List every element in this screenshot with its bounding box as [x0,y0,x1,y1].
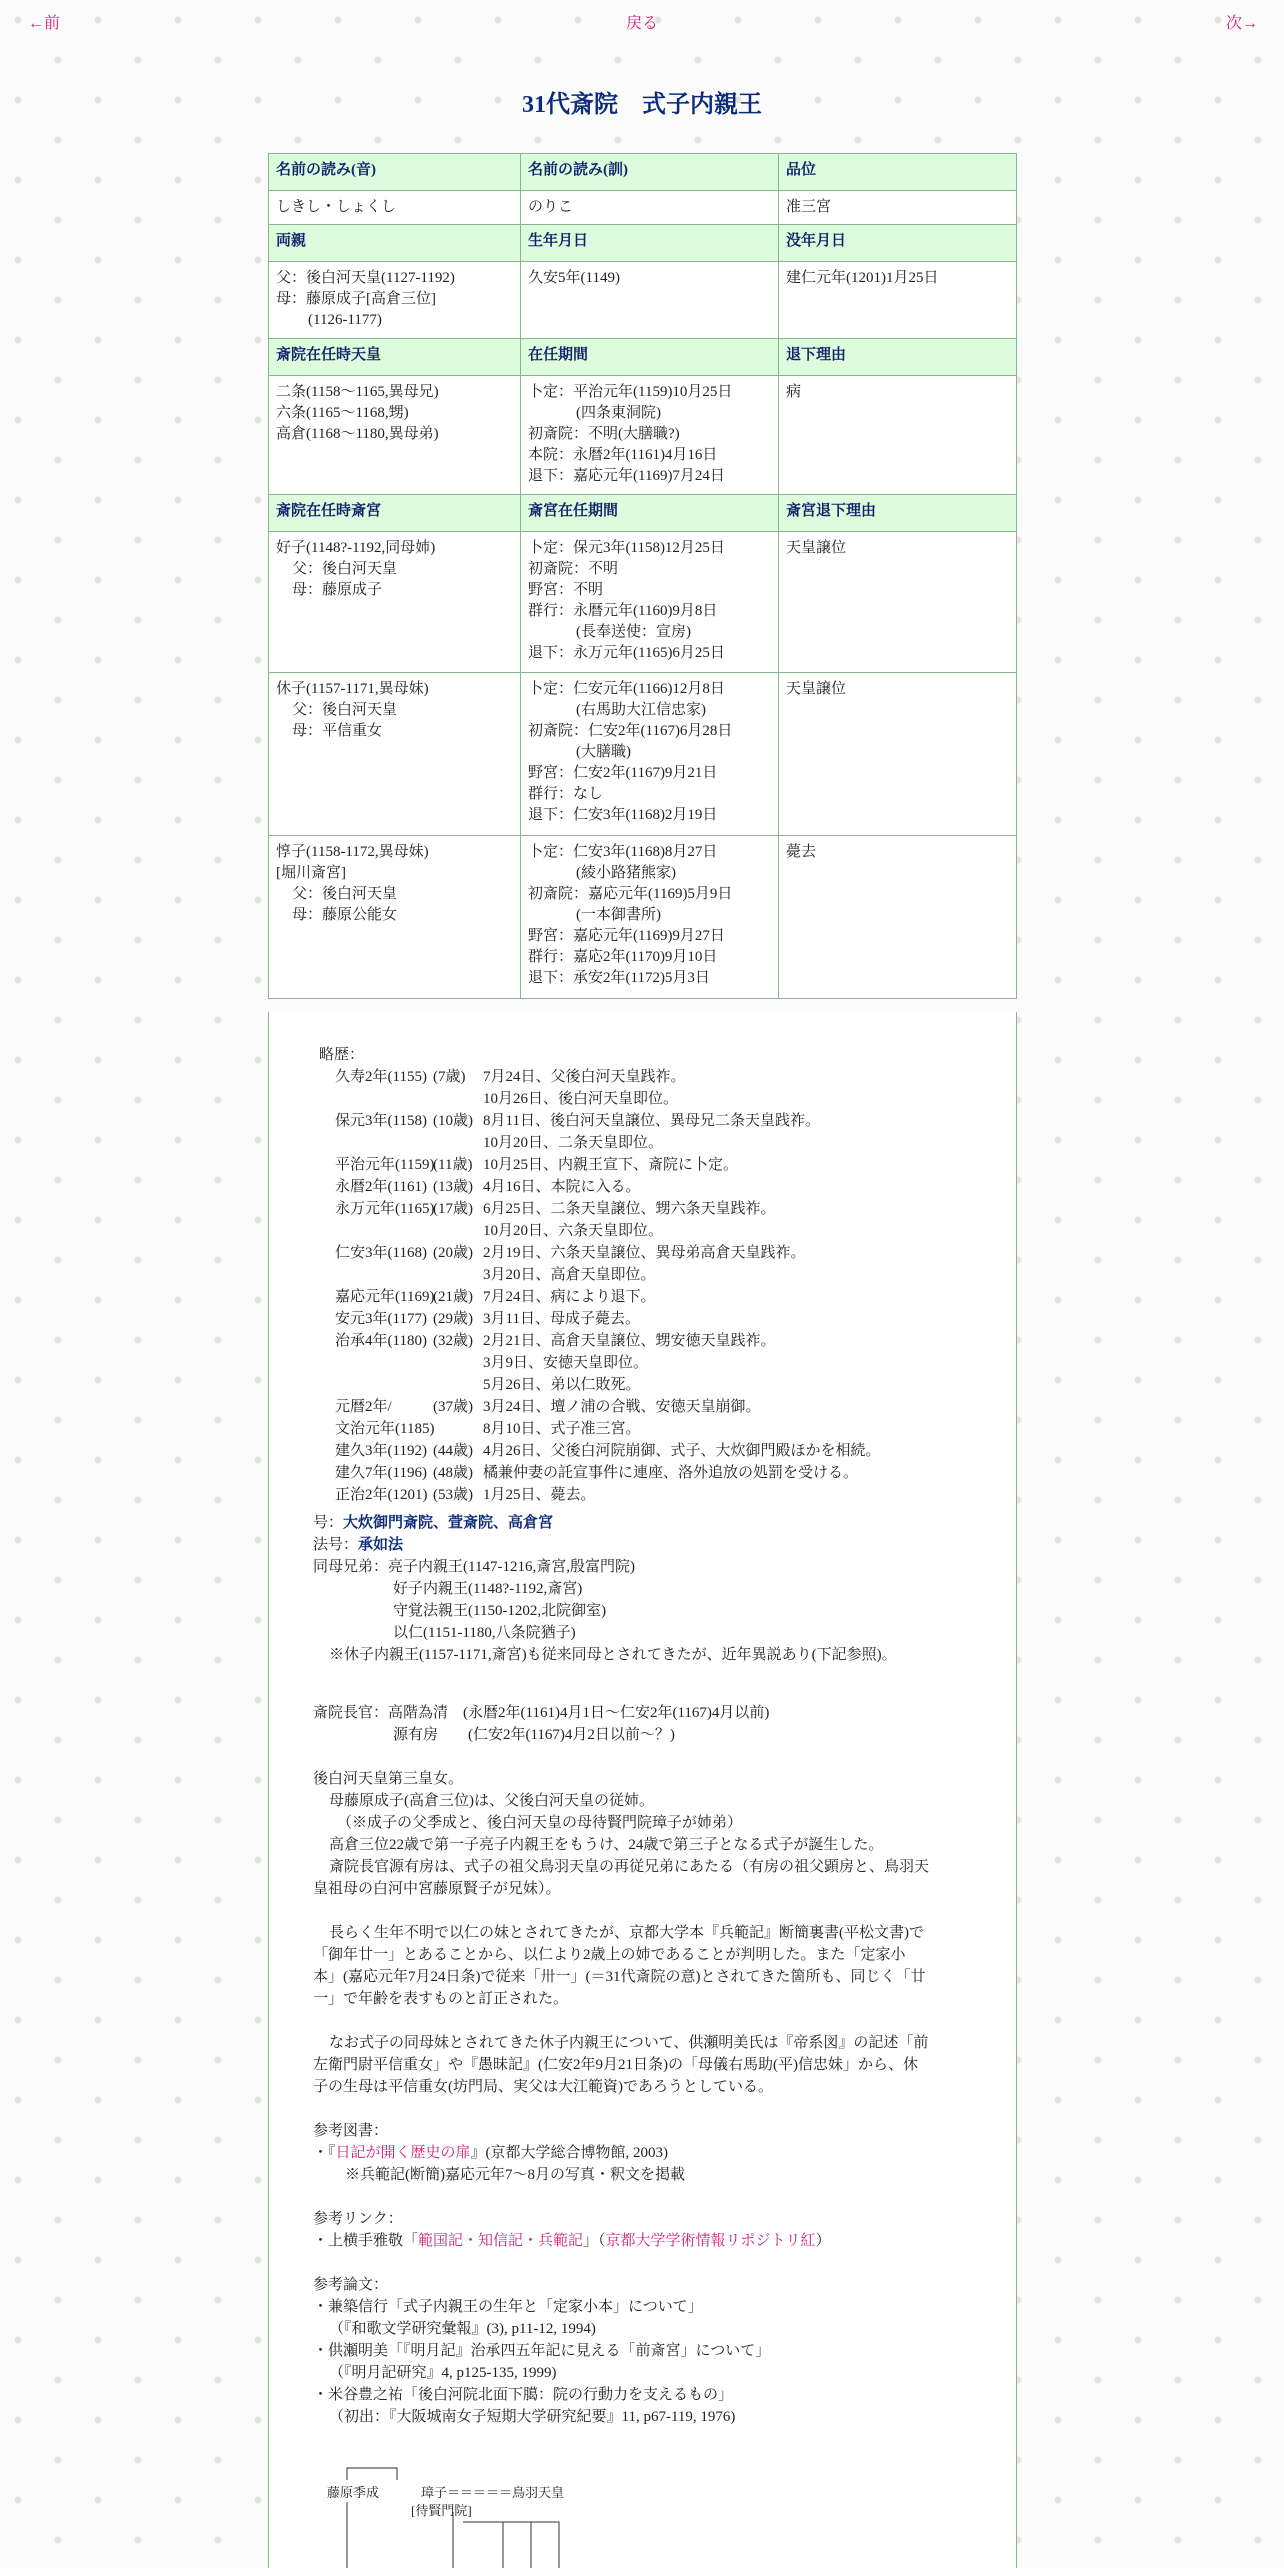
description-para-3: なお式子の同母妹とされてきた休子内親王について、供瀬明美氏は『帝系図』の記述「前 左衛門尉平信重女」や『愚昧記』(仁安2年9月21日条)の「母儀右馬助(平)信忠妹」から、休 子の生母は平信重女(坊門局、実父は大江範資)であろうとしている。 [313,2035,929,2095]
family-tree [313,2460,633,2568]
history-row [319,1154,739,1176]
cell-death: 建仁元年(1201)1月25日 [779,262,1017,339]
cell-rank: 准三宮 [779,191,1017,225]
header-reading-on: 名前の読み(音) [269,154,521,191]
history-age: (7歳) [433,1069,466,1085]
tree-node-suenari: 藤原季成 [327,2485,380,2500]
ref-link-heihanki[interactable]: 範国記・知信記・兵範記 [418,2233,584,2249]
reference-books: 参考図書： ・『日記が開く歴史の扉』(京都大学総合博物館, 2003) ※兵範記(断簡)嘉応元年7～8月の写真・釈文を掲載 [313,2123,685,2183]
cell-term: 卜定：平治元年(1159)10月25日 (四条東洞院) 初斎院：不明(大膳職?) 本院：永暦2年(1161)4月16日 退下：嘉応元年(1169)7月24日 [521,376,779,495]
sibling-item: 好子内親王(1148?-1192,斎宮) [393,1581,583,1597]
history-row [319,1418,641,1440]
history-year: 仁安3年(1168) [335,1245,427,1261]
history-year: 元暦2年/ [335,1399,392,1415]
cell-birth: 久安5年(1149) [521,262,779,339]
header-term: 在任期間 [521,339,779,376]
ho-label: 法号： [313,1537,359,1553]
next-link[interactable]: 次→ [1225,15,1258,32]
header-saigu-reason: 斎宮退下理由 [779,495,1017,532]
names-section [313,1512,988,1666]
page-title: 31代斎院 式子内親王 [522,92,762,118]
header-parents: 両親 [269,225,521,262]
history-row [319,1286,656,1308]
cell-reading-on: しきし・しょくし [269,191,521,225]
history-year: 永万元年(1165) [335,1201,435,1217]
history-event: 7月24日、病により退下。 [483,1289,656,1305]
chokan-2: 源有房 (仁安2年(1167)4月2日以前～？) [393,1727,675,1743]
history-age: (53歳) [433,1487,473,1503]
history-event: 3月11日、母成子薨去。 [483,1311,640,1327]
history-row [319,1352,649,1374]
history-row [319,1242,806,1264]
history-event: 3月9日、安徳天皇即位。 [483,1355,649,1371]
reference-papers: 参考論文： ・兼築信行「式子内親王の生年と「定家小本」について」 （『和歌文学研究彙報』(3), p11-12, 1994) ・供瀬明美「『明月記』治承四五年記に見える「前斎宮」について」 （『明月記研究』4, p125-135, 1999) ・米谷豊之祐「後白河院北面下臈：院の行動力を支えるもの」 （初出：『大阪城南女子短期大学研究紀要』11, p67-119, 1976) [313,2277,771,2425]
chokan-1: 高階為清 (永暦2年(1161)4月1日～仁安2年(1167)4月以前) [388,1705,770,1721]
family-tree-lines [313,2460,633,2568]
sibling-item: 守覚法親王(1150-1202,北院御室) [393,1603,607,1619]
history-age: (20歳) [433,1245,473,1261]
description-para-2: 長らく生年不明で以仁の妹とされてきたが、京都大学本『兵範記』断簡裏書(平松文書)で 「御年廿一」とあることから、以仁より2歳上の姉であることが判明した。また「定家小 本」(嘉応元年7月24日条)で従来「卅一」(＝31代斎院の意)とされてきた箇所も、同じく「廿 一」で年齢を表すものと訂正された。 [313,1925,926,2007]
history-row [319,1374,641,1396]
history-row [319,1462,859,1484]
history-row [319,1396,761,1418]
history-event: 2月21日、高倉天皇譲位、甥安徳天皇践祚。 [483,1333,776,1349]
tree-node-shoshi: 璋子＝＝＝＝＝鳥羽天皇 [421,2485,565,2500]
top-navigation [0,8,1284,32]
book-link[interactable]: 日記が開く歴史の扉 [335,2145,471,2161]
history-age: (11歳) [433,1157,473,1173]
cell-saigu-1: 好子(1148?-1192,同母姉) 父：後白河天皇 母：藤原成子 [269,532,521,673]
history-age: (13歳) [433,1179,473,1195]
cell-retire-reason: 病 [779,376,1017,495]
history-event: 4月16日、本院に入る。 [483,1179,641,1195]
history-year: 治承4年(1180) [335,1333,427,1349]
cell-saigu-reason-3: 薨去 [779,836,1017,999]
sibling-item: 亮子内親王(1147-1216,斎宮,殷富門院) [388,1559,635,1575]
history-event: 3月20日、高倉天皇即位。 [483,1267,656,1283]
history-event: 8月11日、後白河天皇譲位、異母兄二条天皇践祚。 [483,1113,820,1129]
siblings-note: ※休子内親王(1157-1171,斎宮)も従来同母とされてきたが、近年異説あり(下記参照)。 [329,1647,897,1663]
cell-emperors: 二条(1158～1165,異母兄) 六条(1165～1168,甥) 高倉(1168～1180,異母弟) [269,376,521,495]
header-reading-kun: 名前の読み(訓) [521,154,779,191]
back-link[interactable]: 戻る [625,15,658,32]
header-death: 没年月日 [779,225,1017,262]
history-event: 4月26日、父後白河院崩御、式子、大炊御門殿ほかを相続。 [483,1443,881,1459]
history-year: 建久3年(1192) [335,1443,427,1459]
cell-parents: 父：後白河天皇(1127-1192) 母：藤原成子[高倉三位] (1126-1177) [269,262,521,339]
go-value: 大炊御門斎院、萱斎院、高倉宮 [343,1515,554,1531]
cell-saigu-reason-2: 天皇譲位 [779,673,1017,836]
history-year: 安元3年(1177) [335,1311,427,1327]
prev-link[interactable]: ←前 [28,15,61,32]
history-event: 10月20日、二条天皇即位。 [483,1135,664,1151]
header-saigu: 斎院在任時斎宮 [269,495,521,532]
cell-saigu-reason-1: 天皇譲位 [779,532,1017,673]
tree-node-taikenmonin: [待賢門院] [411,2503,472,2518]
history-age: (32歳) [433,1333,473,1349]
history-label: 略歴： [319,1047,365,1063]
history-event: 2月19日、六条天皇譲位、異母弟高倉天皇践祚。 [483,1245,806,1261]
history-event: 8月10日、式子准三宮。 [483,1421,641,1437]
cell-saigu-term-3: 卜定：仁安3年(1168)8月27日 (綾小路猪熊家) 初斎院：嘉応元年(1169)5月9日 (一本御書所) 野宮：嘉応元年(1169)9月27日 群行：嘉応2年(1170)9月10日 退下：承安2年(1172)5月3日 [521,836,779,999]
header-retire-reason: 退下理由 [779,339,1017,376]
history-year: 嘉応元年(1169) [335,1289,435,1305]
history-year: 平治元年(1159) [335,1157,435,1173]
history-row [319,1088,679,1110]
reference-links: 参考リンク： ・上横手雅敬「範国記・知信記・兵範記」（京都大学学術情報リポジトリ紅） [313,2211,831,2249]
history-age: (21歳) [433,1289,473,1305]
history-age: (10歳) [433,1113,473,1129]
history-year: 久寿2年(1155) [335,1069,427,1085]
cell-saigu-term-1: 卜定：保元3年(1158)12月25日 初斎院：不明 野宮：不明 群行：永暦元年(1160)9月8日 (長奉送使：宣房) 退下：永万元年(1165)6月25日 [521,532,779,673]
go-label: 号： [313,1515,344,1531]
history-age: (37歳) [433,1399,473,1415]
header-birth: 生年月日 [521,225,779,262]
history-row [319,1132,664,1154]
history-age: (29歳) [433,1311,473,1327]
history-age: (44歳) [433,1443,473,1459]
history-row [319,1308,640,1330]
history-age: (17歳) [433,1201,473,1217]
cell-saigu-term-2: 卜定：仁安元年(1166)12月8日 (右馬助大江信忠家) 初斎院：仁安2年(1167)6月28日 (大膳職) 野宮：仁安2年(1167)9月21日 群行：なし 退下：仁安3年(1168)2月19日 [521,673,779,836]
history-row [319,1440,881,1462]
history-row [319,1176,641,1198]
history-event: 10月26日、後白河天皇即位。 [483,1091,679,1107]
history-event: 7月24日、父後白河天皇践祚。 [483,1069,686,1085]
history-event: 3月24日、壇ノ浦の合戦、安徳天皇崩御。 [483,1399,761,1415]
history-age: (48歳) [433,1465,473,1481]
description-para-1: 後白河天皇第三皇女。 母藤原成子(高倉三位)は、父後白河天皇の従姉。 （※成子の父季成と、後白河天皇の母待賢門院璋子が姉弟） 高倉三位22歳で第一子亮子内親王をもうけ、24歳で第三子となる式子が誕生した。 斎院長官源有房は、式子の祖父鳥羽天皇の再従兄弟にあたる（有房の祖父顕房と、鳥羽天 皇祖母の白河中宮藤原賢子が兄妹）。 [313,1771,930,1897]
history-year: 保元3年(1158) [335,1113,427,1129]
history-event: 5月26日、弟以仁敗死。 [483,1377,641,1393]
history-event: 6月25日、二条天皇譲位、甥六条天皇践祚。 [483,1201,776,1217]
history-event: 10月20日、六条天皇即位。 [483,1223,664,1239]
header-saigu-term: 斎宮在任期間 [521,495,779,532]
history-year: 永暦2年(1161) [335,1179,427,1195]
history-row [319,1198,776,1220]
ho-value: 承如法 [358,1537,404,1553]
cell-saigu-2: 休子(1157-1171,異母妹) 父：後白河天皇 母：平信重女 [269,673,521,836]
history-row [319,1110,820,1132]
history-row [319,1264,656,1286]
history-event: 1月25日、薨去。 [483,1487,596,1503]
chokan-section: 斎院長官：高階為清 (永暦2年(1161)4月1日～仁安2年(1167)4月以前) 源有房 (仁安2年(1167)4月2日以前～？) [313,1702,988,1746]
siblings-label: 同母兄弟： [313,1559,389,1575]
profile-table [268,153,1017,999]
history-section [319,1044,881,1506]
cell-saigu-3: 惇子(1158-1172,異母妹) [堀川斎宮] 父：後白河天皇 母：藤原公能女 [269,836,521,999]
header-rank: 品位 [779,154,1017,191]
history-event: 10月25日、内親王宣下、斎院に卜定。 [483,1157,739,1173]
history-row [319,1220,664,1242]
history-row [319,1484,596,1506]
history-row [319,1066,686,1088]
header-emperor: 斎院在任時天皇 [269,339,521,376]
sibling-item: 以仁(1151-1180,八条院猶子) [393,1625,576,1641]
cell-reading-kun: のりこ [521,191,779,225]
content-panel [268,1012,1017,2568]
history-year: 建久7年(1196) [335,1465,427,1481]
history-list [319,1066,881,1506]
history-year: 正治2年(1201) [335,1487,428,1503]
history-row [319,1330,776,1352]
ref-link-kurenai[interactable]: 京都大学学術情報リポジトリ紅 [605,2233,816,2249]
history-event: 橘兼仲妻の託宣事件に連座、洛外追放の処罰を受ける。 [483,1465,859,1481]
history-year: 文治元年(1185) [335,1421,435,1437]
